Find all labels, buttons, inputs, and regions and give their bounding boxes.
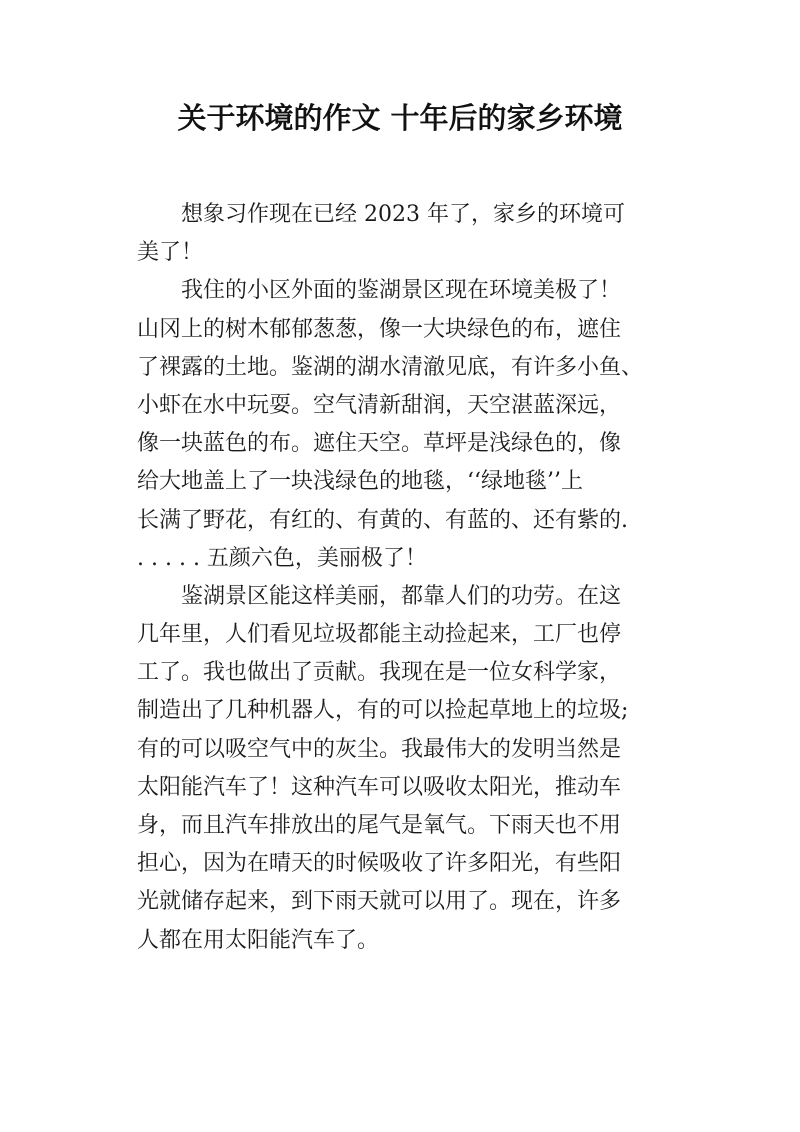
paragraph-3-line-8: 担心，因为在晴天的时候吸收了许多阳光，有些阳 (137, 851, 622, 877)
paragraph-3-line-7: 身，而且汽车排放出的尾气是氧气。下雨天也不用 (137, 813, 622, 838)
paragraph-3-line-2: 几年里，人们看见垃圾都能主动捡起来，工厂也停 (137, 622, 622, 648)
paragraph-3-line-9: 光就储存起来，到下雨天就可以用了。现在，许多 (137, 889, 622, 915)
paragraph-2-line-4: 小虾在水中玩耍。空气清新甜润，天空湛蓝深远， (137, 392, 622, 418)
paragraph-2-line-1: 我住的小区外面的鉴湖景区现在环境美极了！ (181, 278, 622, 304)
paragraph-3-line-5: 有的可以吸空气中的灰尘。我最伟大的发明当然是 (137, 736, 622, 762)
paragraph-2-line-8: . . . . . 五颜六色，美丽极了！ (137, 545, 427, 571)
paragraph-2-line-6: 给大地盖上了一块浅绿色的地毯，‘‘绿地毯’’上 (137, 469, 583, 495)
essay-body (137, 196, 664, 960)
paragraph-3-line-3: 工了。我也做出了贡献。我现在是一位女科学家， (137, 660, 622, 686)
paragraph-2-line-7: 长满了野花，有红的、有黄的、有蓝的、还有紫的. (137, 507, 628, 533)
paragraph-3-line-1: 鉴湖景区能这样美丽，都靠人们的功劳。在这 (181, 583, 622, 609)
paragraph-3-line-4: 制造出了几种机器人，有的可以捡起草地上的垃圾; (137, 698, 629, 724)
paragraph-1-line-2: 美了！ (137, 240, 204, 266)
paragraph-3-line-6: 太阳能汽车了！这种汽车可以吸收太阳光，推动车 (137, 774, 622, 800)
paragraph-2-line-2: 山冈上的树木郁郁葱葱，像一大块绿色的布，遮住 (137, 316, 622, 342)
paragraph-1-line-1: 想象习作现在已经 2023 年了，家乡的环境可 (181, 202, 625, 227)
paragraph-2-line-5: 像一块蓝色的布。遮住天空。草坪是浅绿色的，像 (137, 431, 622, 457)
paragraph-3-line-10: 人都在用太阳能汽车了。 (137, 927, 380, 953)
paragraph-2-line-3: 了裸露的土地。鉴湖的湖水清澈见底，有许多小鱼、 (137, 354, 644, 380)
page-title: 关于环境的作文 十年后的家乡环境 (177, 101, 623, 135)
